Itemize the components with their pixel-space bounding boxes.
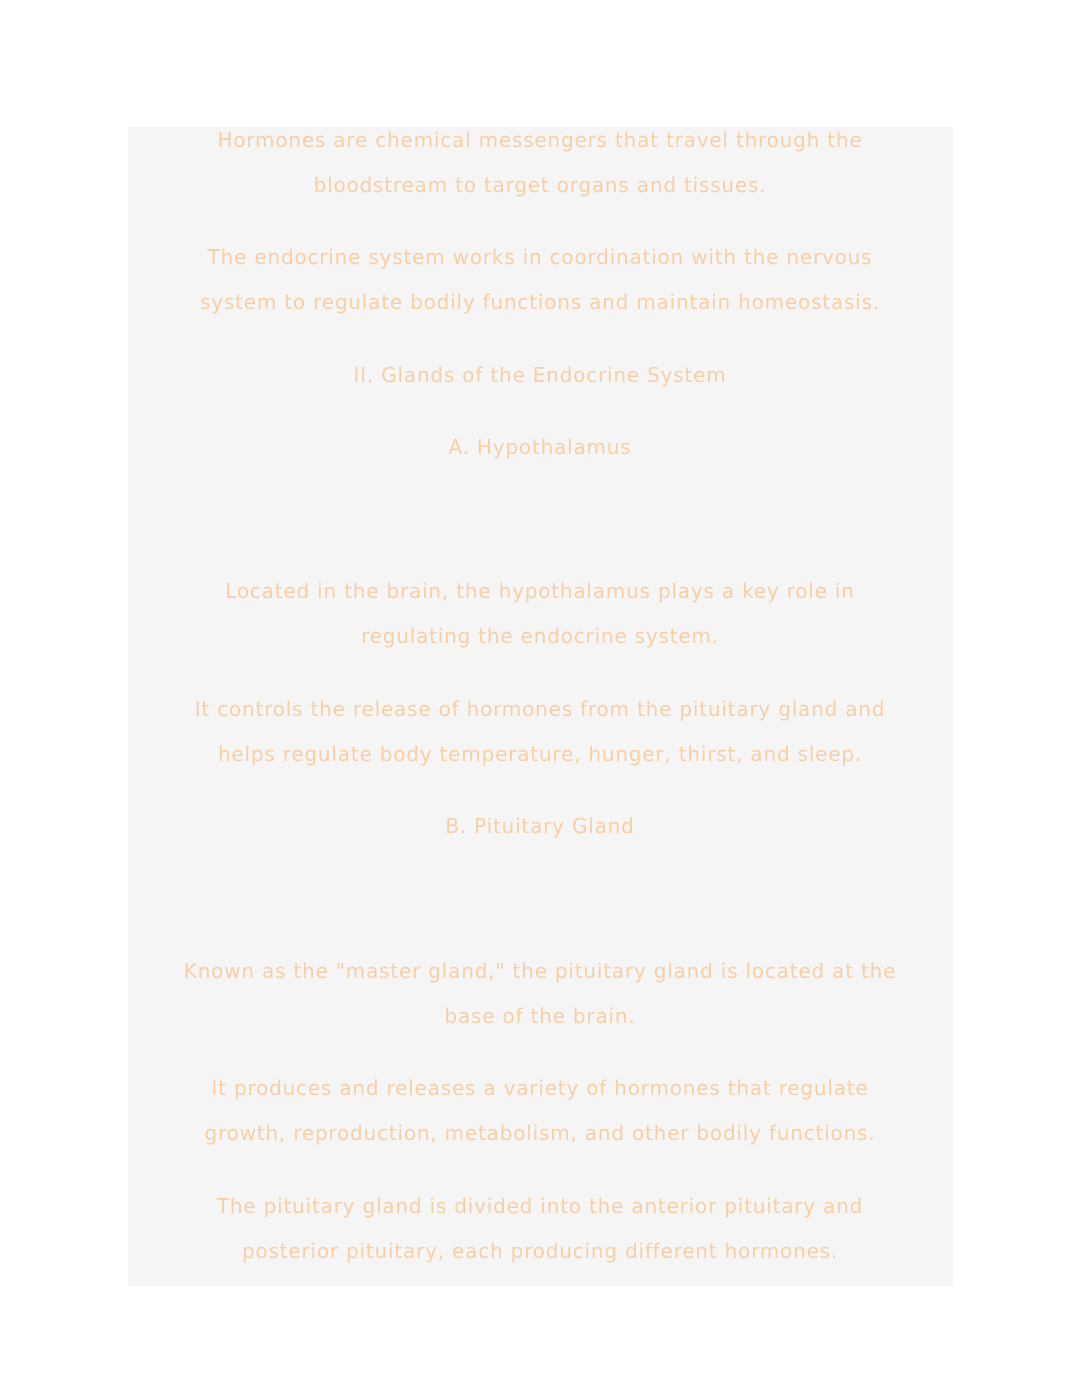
intro-paragraph-2-line-1: The endocrine system works in coordination with the nervous	[207, 245, 873, 269]
pituitary-paragraph-3-line-2: posterior pituitary, each producing different hormones.	[241, 1239, 839, 1263]
hypothalamus-heading: A. Hypothalamus	[448, 435, 632, 459]
pituitary-paragraph-2-line-1: It produces and releases a variety of hormones that regulate	[211, 1076, 869, 1100]
pituitary-paragraph-1-line-2: base of the brain.	[444, 1004, 636, 1028]
section-heading: II. Glands of the Endocrine System	[353, 363, 727, 387]
hypothalamus-paragraph-1-line-2: regulating the endocrine system.	[361, 624, 719, 648]
pituitary-paragraph-1-line-1: Known as the "master gland," the pituitary gland is located at the	[183, 959, 897, 983]
intro-paragraph-2-line-2: system to regulate bodily functions and maintain homeostasis.	[200, 290, 880, 314]
hypothalamus-paragraph-2-line-1: It controls the release of hormones from the pituitary gland and	[194, 697, 886, 721]
pituitary-paragraph-2-line-2: growth, reproduction, metabolism, and other bodily functions.	[204, 1121, 876, 1145]
pituitary-paragraph-3-line-1: The pituitary gland is divided into the anterior pituitary and	[216, 1194, 864, 1218]
hypothalamus-paragraph-2-line-2: helps regulate body temperature, hunger, thirst, and sleep.	[217, 742, 863, 766]
intro-paragraph-1-line-1: Hormones are chemical messengers that travel through the	[217, 128, 863, 152]
pituitary-heading: B. Pituitary Gland	[445, 814, 635, 838]
intro-paragraph-1-line-2: bloodstream to target organs and tissues.	[313, 173, 767, 197]
hypothalamus-paragraph-1-line-1: Located in the brain, the hypothalamus plays a key role in	[225, 579, 855, 603]
